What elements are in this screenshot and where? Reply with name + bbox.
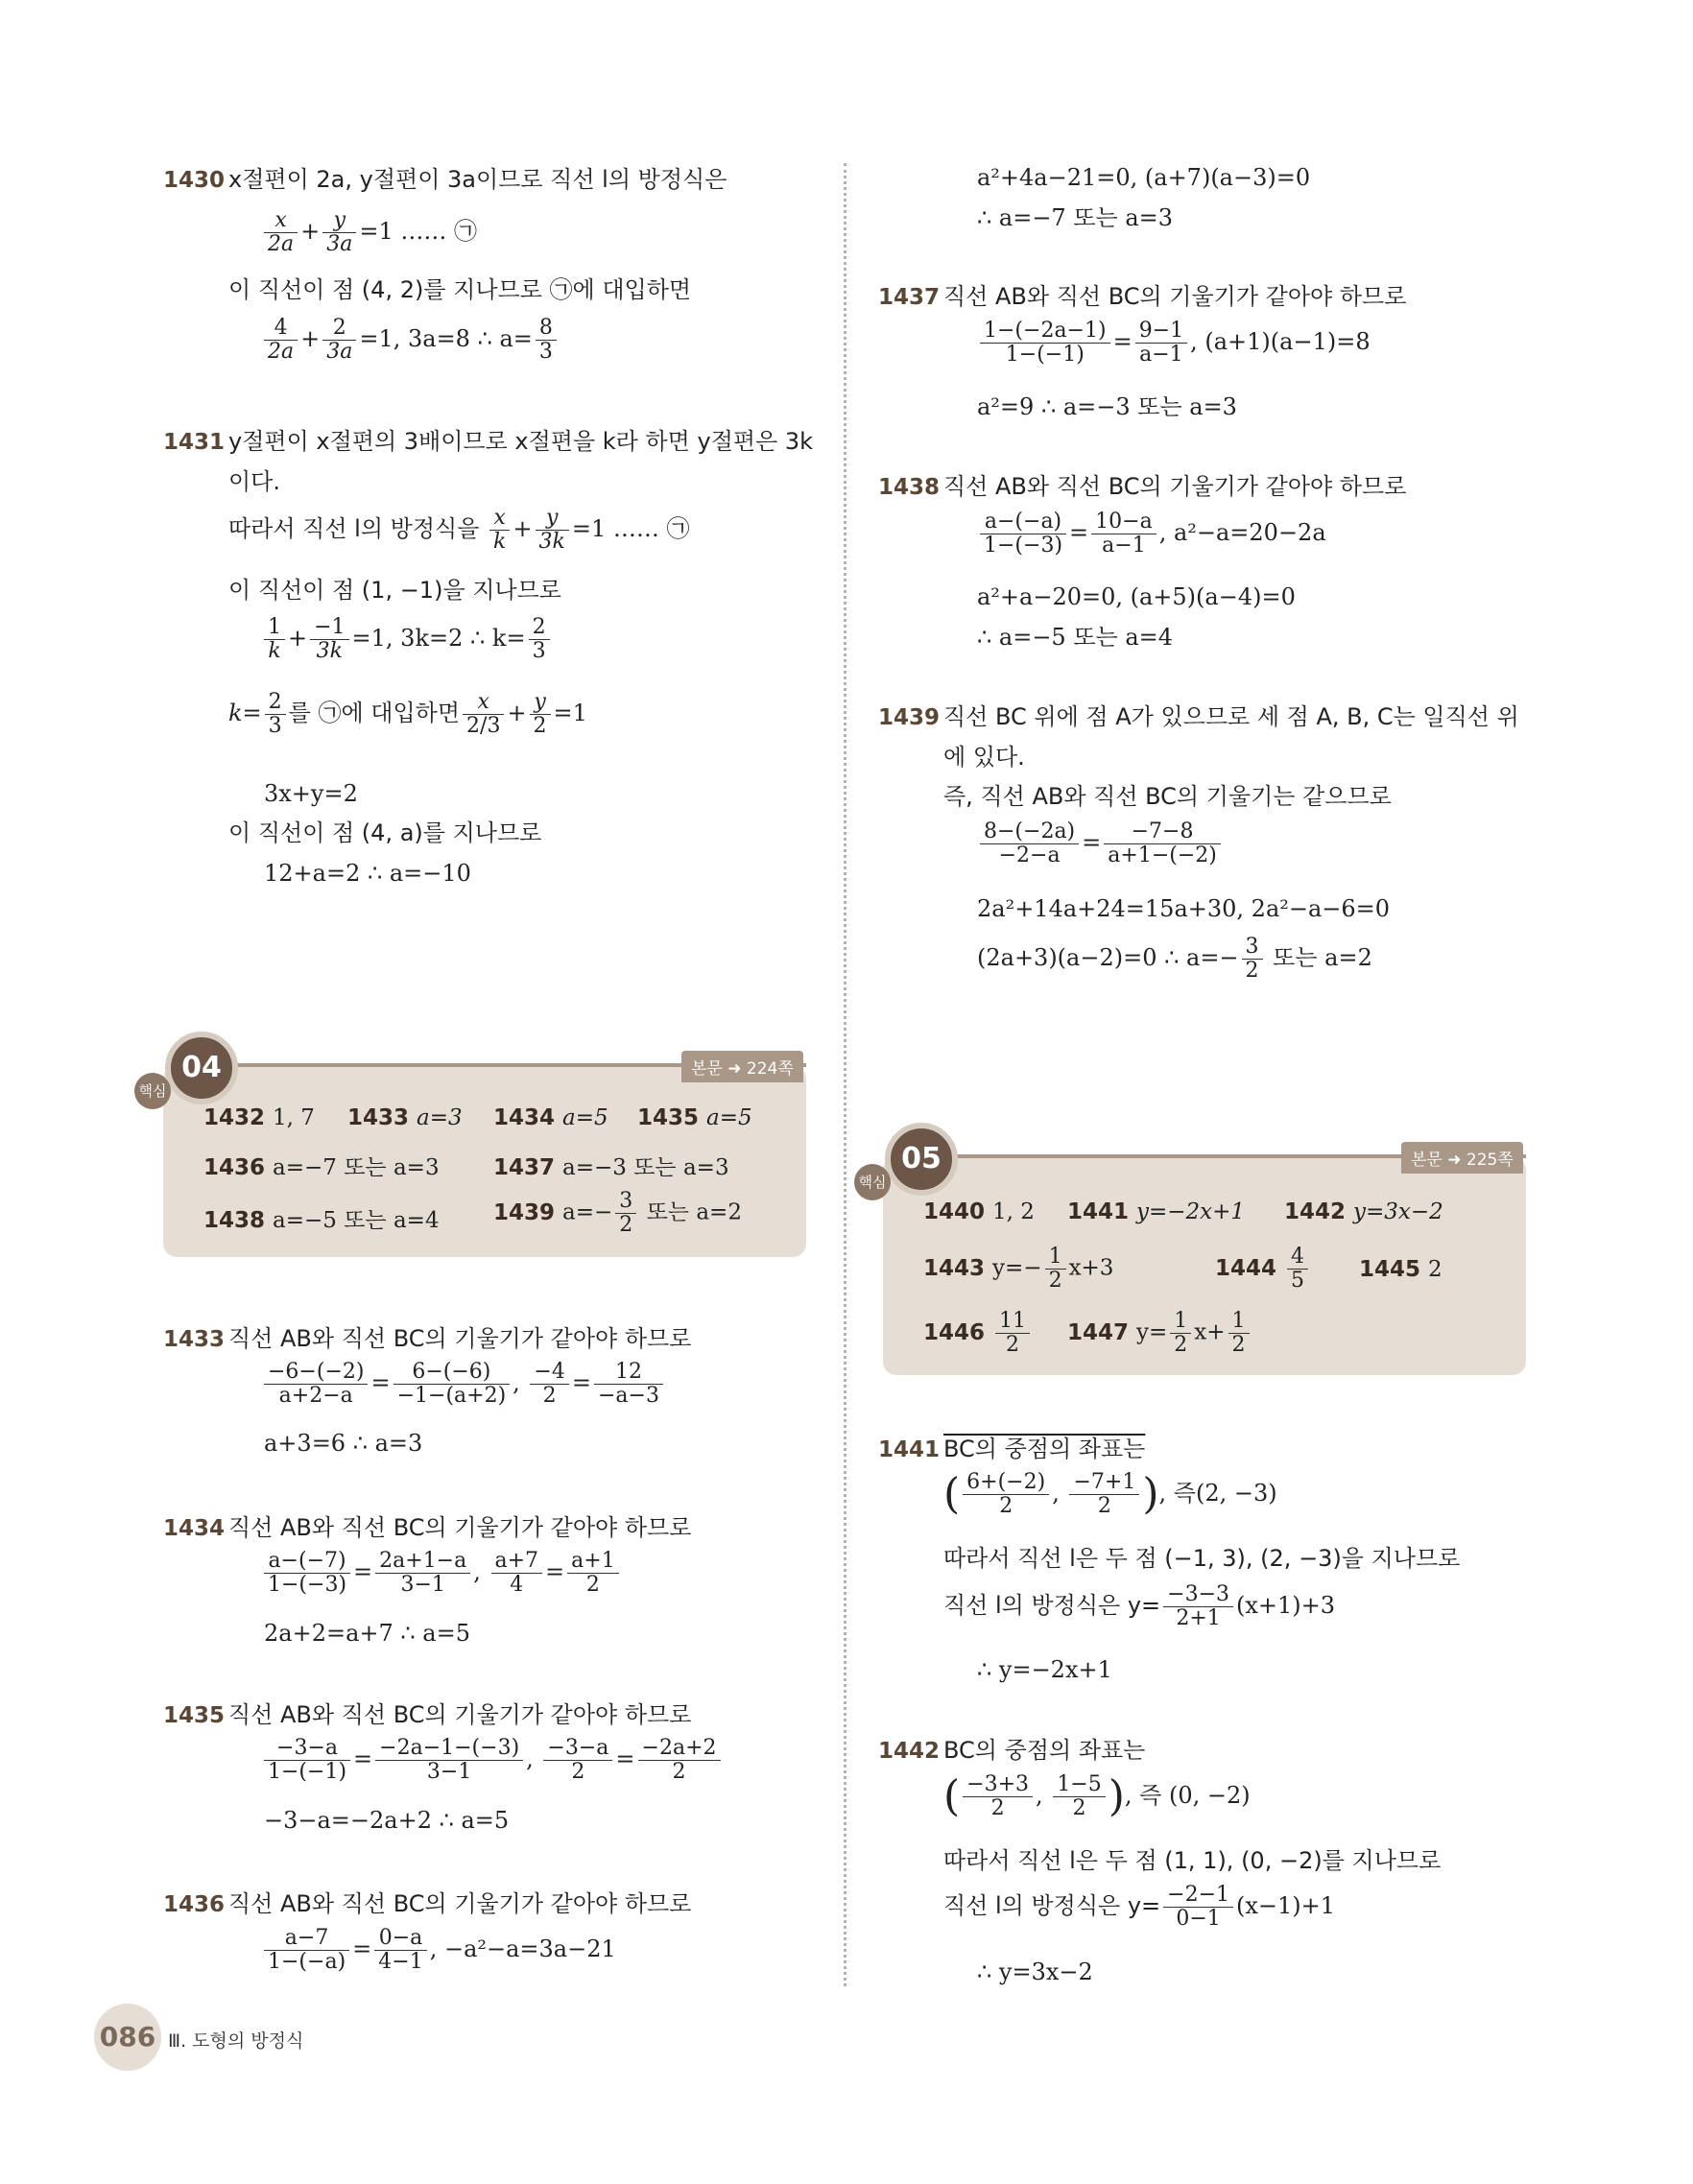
answer-1444: 1444 $\frac{4}{5}$ [1215,1246,1311,1293]
problem-1435-line1: 1435 직선 AB와 직선 BC의 기울기가 같아야 하므로 [163,1701,692,1728]
problem-1430-line3: 이 직선이 점 (4, 2)를 지나므로 ㉠에 대입하면 [228,276,692,303]
problem-1439-line1: 1439 직선 BC 위에 점 A가 있으므로 세 점 A, B, C는 일직선 위 [878,703,1519,730]
problem-1439-line2: 즉, 직선 AB와 직선 BC의 기울기는 같으므로 [943,783,1392,810]
column-divider [844,163,846,1986]
problem-1436-cont-line2: ∴ a=−7 또는 a=3 [977,204,1174,231]
problem-1430-line1: 1430 x절편이 2a, y절편이 3a이므로 직선 l의 방정식은 [163,166,727,193]
problem-1441-line3: 따라서 직선 l은 두 점 (−1, 3), (2, −3)을 지나므로 [943,1545,1461,1572]
problem-1431-line3: 이 직선이 점 (1, −1)을 지나므로 [228,577,561,604]
problem-1439-line5: (2a+3)(a−2)=0 ∴ a=− $\frac{3}{2}$ 또는 a=2 [977,935,1372,983]
section-badge: 04 [165,1032,238,1104]
answer-1432: 1432 1, 7 [203,1105,315,1130]
answer-1438: 1438 a=−5 또는 a=4 [203,1208,440,1233]
problem-1437-line1: 1437 직선 AB와 직선 BC의 기울기가 같아야 하므로 [878,283,1407,310]
answer-1435: 1435 a=5 [637,1105,752,1130]
problem-1431-line1b: 이다. [228,468,280,495]
problem-1441-line5: ∴ y=−2x+1 [977,1656,1112,1683]
problem-1441-line1: 1441 BC의 중점의 좌표는 [878,1436,1146,1462]
fraction: $\frac{x}{2a}$ [264,209,298,256]
problem-1431-line1: 1431 y절편이 x절편의 3배이므로 x절편을 k라 하면 y절편은 3k [163,428,814,455]
answer-1437: 1437 a=−3 또는 a=3 [493,1155,729,1180]
problem-1430-equation1: $\frac{x}{2a}$ + $\frac{y}{3a}$ =1 …… ㉠ [261,209,477,256]
answer-1447: 1447 y= $\frac{1}{2}$ x+ $\frac{1}{2}$ [1067,1310,1252,1357]
problem-1433-equation: $\frac{-6-(-2)}{a+2-a}$ = $\frac{6-(-6)}{-1-(a+2)}$ , $\frac{-4}{2}$ = $\frac{12}{-a-3}$ [261,1361,666,1408]
problem-1439-line1b: 에 있다. [943,744,1025,771]
problem-1442-line4: 직선 l의 방정식은 y= $\frac{-2-1}{0-1}$ (x−1)+1 [943,1883,1336,1931]
answer-1442: 1442 y=3x−2 [1284,1199,1443,1224]
problem-1438-equation: $\frac{a-(-a)}{1-(-3)}$ = $\frac{10-a}{a-1}$ , a²−a=20−2a [977,510,1326,558]
problem-1434-line1: 1434 직선 AB와 직선 BC의 기울기가 같아야 하므로 [163,1514,692,1541]
problem-1439-line4: 2a²+14a+24=15a+30, 2a²−a−6=0 [977,895,1391,922]
problem-1434-line3: 2a+2=a+7 ∴ a=5 [264,1620,470,1647]
problem-1438-line4: ∴ a=−5 또는 a=4 [977,624,1174,651]
core-tag: 핵심 [854,1164,891,1200]
problem-1430-equation2: $\frac{4}{2a}$ + $\frac{2}{3a}$ =1, 3a=8 ∴ a= $\frac{8}{3}$ [261,317,560,364]
problem-1441-equation: ( $\frac{6+(-2)}{2}$ , $\frac{-7+1}{2}$ ), 즉(2, −3) [943,1469,1277,1519]
problem-1433-line1: 1433 직선 AB와 직선 BC의 기울기가 같아야 하므로 [163,1325,692,1352]
problem-1436-equation: $\frac{a-7}{1-(-a)}$ = $\frac{0-a}{4-1}$ , −a²−a=3a−21 [261,1927,616,1974]
answer-1443: 1443 y=− $\frac{1}{2}$ x+3 [923,1245,1114,1293]
problem-1438-line1: 1438 직선 AB와 직선 BC의 기울기가 같아야 하므로 [878,473,1407,500]
answer-1434: 1434 a=5 [493,1105,608,1130]
page-number: 086 [94,2004,161,2071]
answer-1439: 1439 a=− $\frac{3}{2}$ 또는 a=2 [493,1189,742,1237]
answer-1446: 1446 $\frac{11}{2}$ [923,1310,1033,1357]
problem-1439-equation: $\frac{8-(-2a)}{-2-a}$ = $\frac{-7-8}{a+1-(-2)}$ [977,820,1224,867]
fraction: $\frac{y}{3a}$ [322,209,356,256]
problem-1442-line3: 따라서 직선 l은 두 점 (1, 1), (0, −2)를 지나므로 [943,1847,1442,1874]
problem-number: 1430 [163,168,226,193]
problem-1431-equation2: $\frac{1}{k}$ + $\frac{-1}{3k}$ =1, 3k=2 ∴ k= $\frac{2}{3}$ [261,616,553,663]
problem-1431-equation3: k= $\frac{2}{3}$ 를 ㉠에 대입하면 $\frac{x}{2/3}$ + $\frac{y}{2}$ =1 [228,690,587,738]
problem-1442-equation: ( $\frac{-3+3}{2}$ , $\frac{1-5}{2}$ ), 즉 (0, −2) [943,1771,1251,1821]
problem-1435-line3: −3−a=−2a+2 ∴ a=5 [264,1807,510,1834]
problem-1436-cont-line1: a²+4a−21=0, (a+7)(a−3)=0 [977,164,1311,191]
answer-1440: 1440 1, 2 [923,1199,1035,1224]
page-reference: 본문 ➜ 225쪽 [1401,1142,1523,1174]
problem-1438-line3: a²+a−20=0, (a+5)(a−4)=0 [977,583,1296,610]
problem-1434-equation: $\frac{a-(-7)}{1-(-3)}$ = $\frac{2a+1-a}{3-1}$ , $\frac{a+7}{4}$ = $\frac{a+1}{2}$ [261,1550,622,1597]
answer-1441: 1441 y=−2x+1 [1067,1199,1246,1224]
problem-1442-line1: 1442 BC의 중점의 좌표는 [878,1737,1146,1764]
problem-1433-line3: a+3=6 ∴ a=3 [264,1430,423,1457]
problem-1431-line7: 이 직선이 점 (4, a)를 지나므로 [228,819,542,846]
problem-1437-equation: $\frac{1-(-2a-1)}{1-(-1)}$ = $\frac{9-1}{a-1}$ , (a+1)(a−1)=8 [977,320,1371,367]
problem-1436-line1: 1436 직선 AB와 직선 BC의 기울기가 같아야 하므로 [163,1890,692,1917]
answer-1433: 1433 a=3 [347,1105,463,1130]
chapter-title: Ⅲ. 도형의 방정식 [168,2030,304,2052]
core-tag: 핵심 [134,1073,171,1109]
problem-1431-line2: 따라서 직선 l의 방정식을 $\frac{x}{k}$ + $\frac{y}{3k}$ =1 …… ㉠ [228,506,690,554]
problem-1435-equation: $\frac{-3-a}{1-(-1)}$ = $\frac{-2a-1-(-3)}{3-1}$ , $\frac{-3-a}{2}$ = $\frac{-2a+2}{2}$ [261,1737,724,1784]
problem-1431-line8: 12+a=2 ∴ a=−10 [264,860,471,887]
answer-1445: 1445 2 [1359,1257,1443,1282]
problem-1442-line5: ∴ y=3x−2 [977,1958,1093,1985]
answer-1436: 1436 a=−7 또는 a=3 [203,1155,440,1180]
problem-1437-line3: a²=9 ∴ a=−3 또는 a=3 [977,393,1237,420]
page-reference: 본문 ➜ 224쪽 [681,1051,803,1082]
problem-1431-line6: 3x+y=2 [264,780,358,807]
problem-1441-line4: 직선 l의 방정식은 y= $\frac{-3-3}{2+1}$ (x+1)+3 [943,1582,1336,1630]
section-badge: 05 [885,1123,958,1196]
